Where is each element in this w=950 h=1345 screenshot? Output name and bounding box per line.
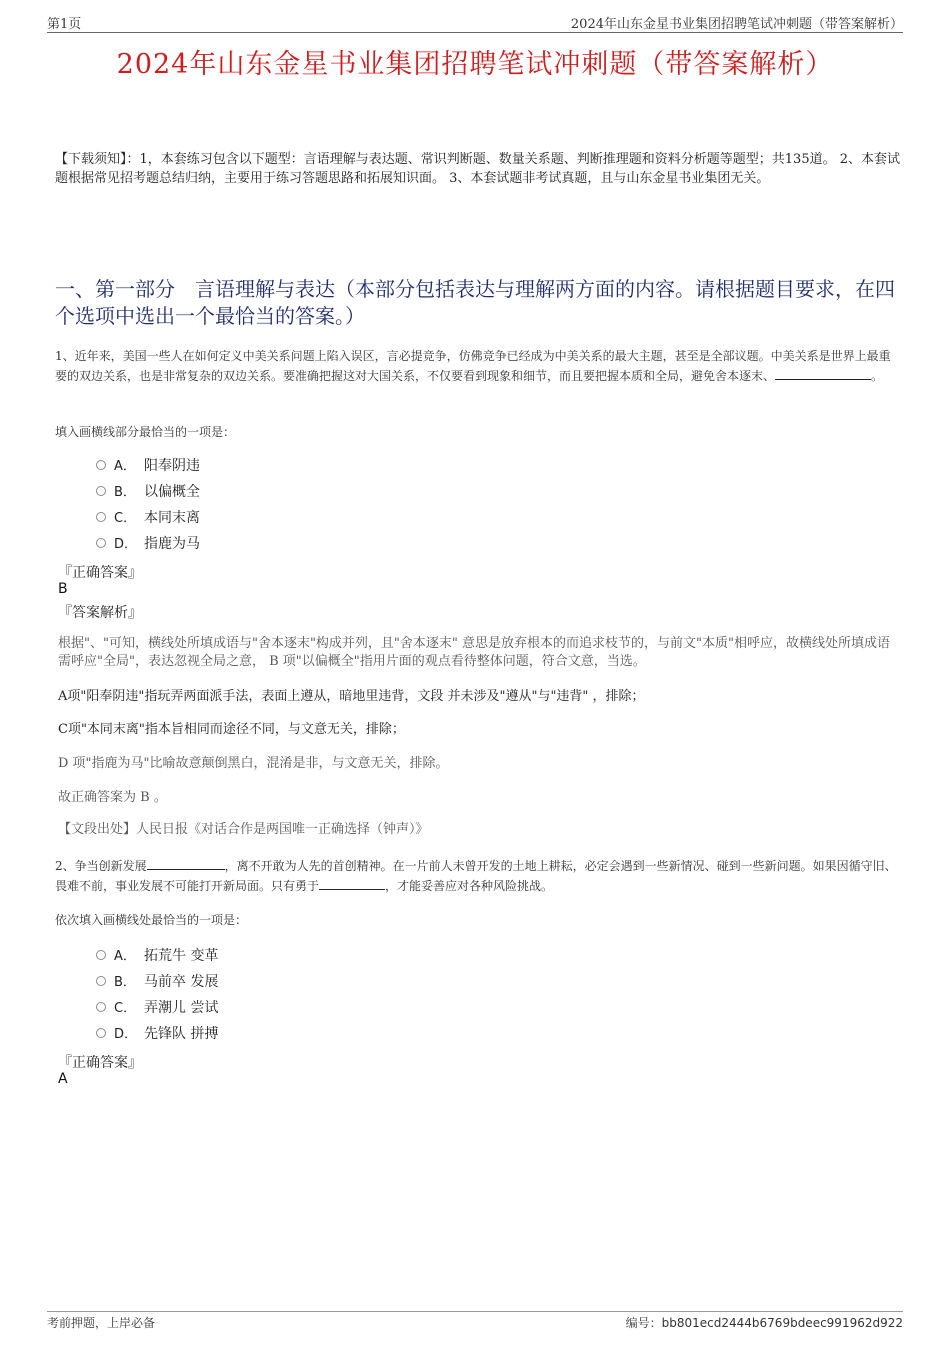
- radio-icon[interactable]: [96, 512, 106, 522]
- answer-blank: [147, 856, 225, 870]
- q1-answer-label: 『正确答案』: [58, 565, 142, 581]
- q1-option-d[interactable]: D． 指鹿为马: [96, 534, 200, 554]
- q2-answer: A: [58, 1071, 68, 1087]
- radio-icon[interactable]: [96, 486, 106, 496]
- q1-option-b[interactable]: B． 以偏概全: [96, 482, 200, 502]
- q1-option-a[interactable]: A． 阳奉阴违: [96, 456, 200, 476]
- radio-icon[interactable]: [96, 1028, 106, 1038]
- radio-icon[interactable]: [96, 976, 106, 986]
- radio-icon[interactable]: [96, 460, 106, 470]
- q2-answer-label: 『正确答案』: [58, 1055, 142, 1071]
- header-divider: [47, 32, 903, 33]
- download-notice: 【下载须知】：1，本套练习包含以下题型：言语理解与表达题、常识判断题、数量关系题、判断推理题和资料分析题等题型；共135道。 2、本套试题根据常见招考题总结归纳，主要用于练习答题思路和拓展知识面。 3、本套试题非考试真题，且与山东金星书业集团无关。: [55, 152, 900, 186]
- q2-option-a[interactable]: A． 拓荒牛 变革: [96, 946, 218, 966]
- question-2-prompt: 依次填入画横线处最恰当的一项是：: [55, 913, 248, 927]
- q1-analysis-label: 『答案解析』: [58, 605, 142, 621]
- footer-divider: [47, 1311, 903, 1312]
- question-1-prompt: 填入画横线部分最恰当的一项是：: [55, 425, 236, 439]
- q2-option-b[interactable]: B． 马前卒 发展: [96, 972, 218, 992]
- q1-analysis-paragraph: D 项"指鹿为马"比喻故意颠倒黑白，混淆是非，与文意无关，排除。: [58, 756, 449, 771]
- question-1-text: 1、近年来，美国一些人在如何定义中美关系问题上陷入误区，言必提竞争，仿佛竞争已经成为中美关系的最大主题，甚至是全部议题。中美关系是世界上最重要的双边关系，也是非常复杂的双边关系。要准确把握这对大国关系，不仅要看到现象和细节，而且要把握本质和全局，避免舍本逐末、 。: [55, 349, 891, 383]
- q1-source: 【文段出处】人民日报《对话合作是两国唯一正确选择（钟声）》: [58, 822, 429, 837]
- answer-blank: [775, 366, 871, 380]
- q1-analysis-paragraph: A项"阳奉阴违"指玩弄两面派手法，表面上遵从，暗地里违背，文段 并未涉及"遵从"与"违背" ，排除；: [58, 689, 645, 704]
- question-2-text: 2、争当创新发展 ，离不开敢为人先的首创精神。在一片前人未曾开发的土地上耕耘，必定会遇到一些新情况、碰到一些新问题。如果因循守旧、畏难不前，事业发展不可能打开新局面。只有勇于 ，才能妥善应对各种风险挑战。: [55, 856, 900, 896]
- header-doc-title: 2024年山东金星书业集团招聘笔试冲刺题（带答案解析）: [570, 17, 903, 32]
- q1-option-c[interactable]: C． 本同末离: [96, 508, 200, 528]
- page-number: 第1页: [47, 17, 82, 32]
- footer-code: 编号：bb801ecd2444b6769bdeec991962d922: [625, 1316, 903, 1330]
- q1-analysis-paragraph: 根据"、"可知，横线处所填成语与"舍本逐末"构成并列，且"舍本逐末" 意思是放弃根本的而追求枝节的，与前文"本质"相呼应，故横线处所填成语需呼应"全局"，表达忽视全局之意， B 项"以偏概全"指用片面的观点看待整体问题，符合文意，当选。: [58, 636, 890, 669]
- page-title: 2024年山东金星书业集团招聘笔试冲刺题（带答案解析）: [116, 49, 834, 80]
- q1-analysis-paragraph: C项"本同末离"指本旨相同而途径不同，与文意无关，排除；: [58, 722, 405, 737]
- q2-option-d[interactable]: D． 先锋队 拼搏: [96, 1024, 218, 1044]
- answer-blank: [319, 876, 385, 890]
- footer-slogan: 考前押题，上岸必备: [47, 1316, 156, 1330]
- q1-analysis-paragraph: 故正确答案为 B 。: [58, 790, 167, 805]
- radio-icon[interactable]: [96, 538, 106, 548]
- radio-icon[interactable]: [96, 950, 106, 960]
- section-heading: 一、第一部分 言语理解与表达（本部分包括表达与理解两方面的内容。请根据题目要求，在四个选项中选出一个最恰当的答案。）: [55, 277, 895, 328]
- radio-icon[interactable]: [96, 1002, 106, 1012]
- q2-option-c[interactable]: C． 弄潮儿 尝试: [96, 998, 218, 1018]
- q1-answer: B: [58, 581, 68, 597]
